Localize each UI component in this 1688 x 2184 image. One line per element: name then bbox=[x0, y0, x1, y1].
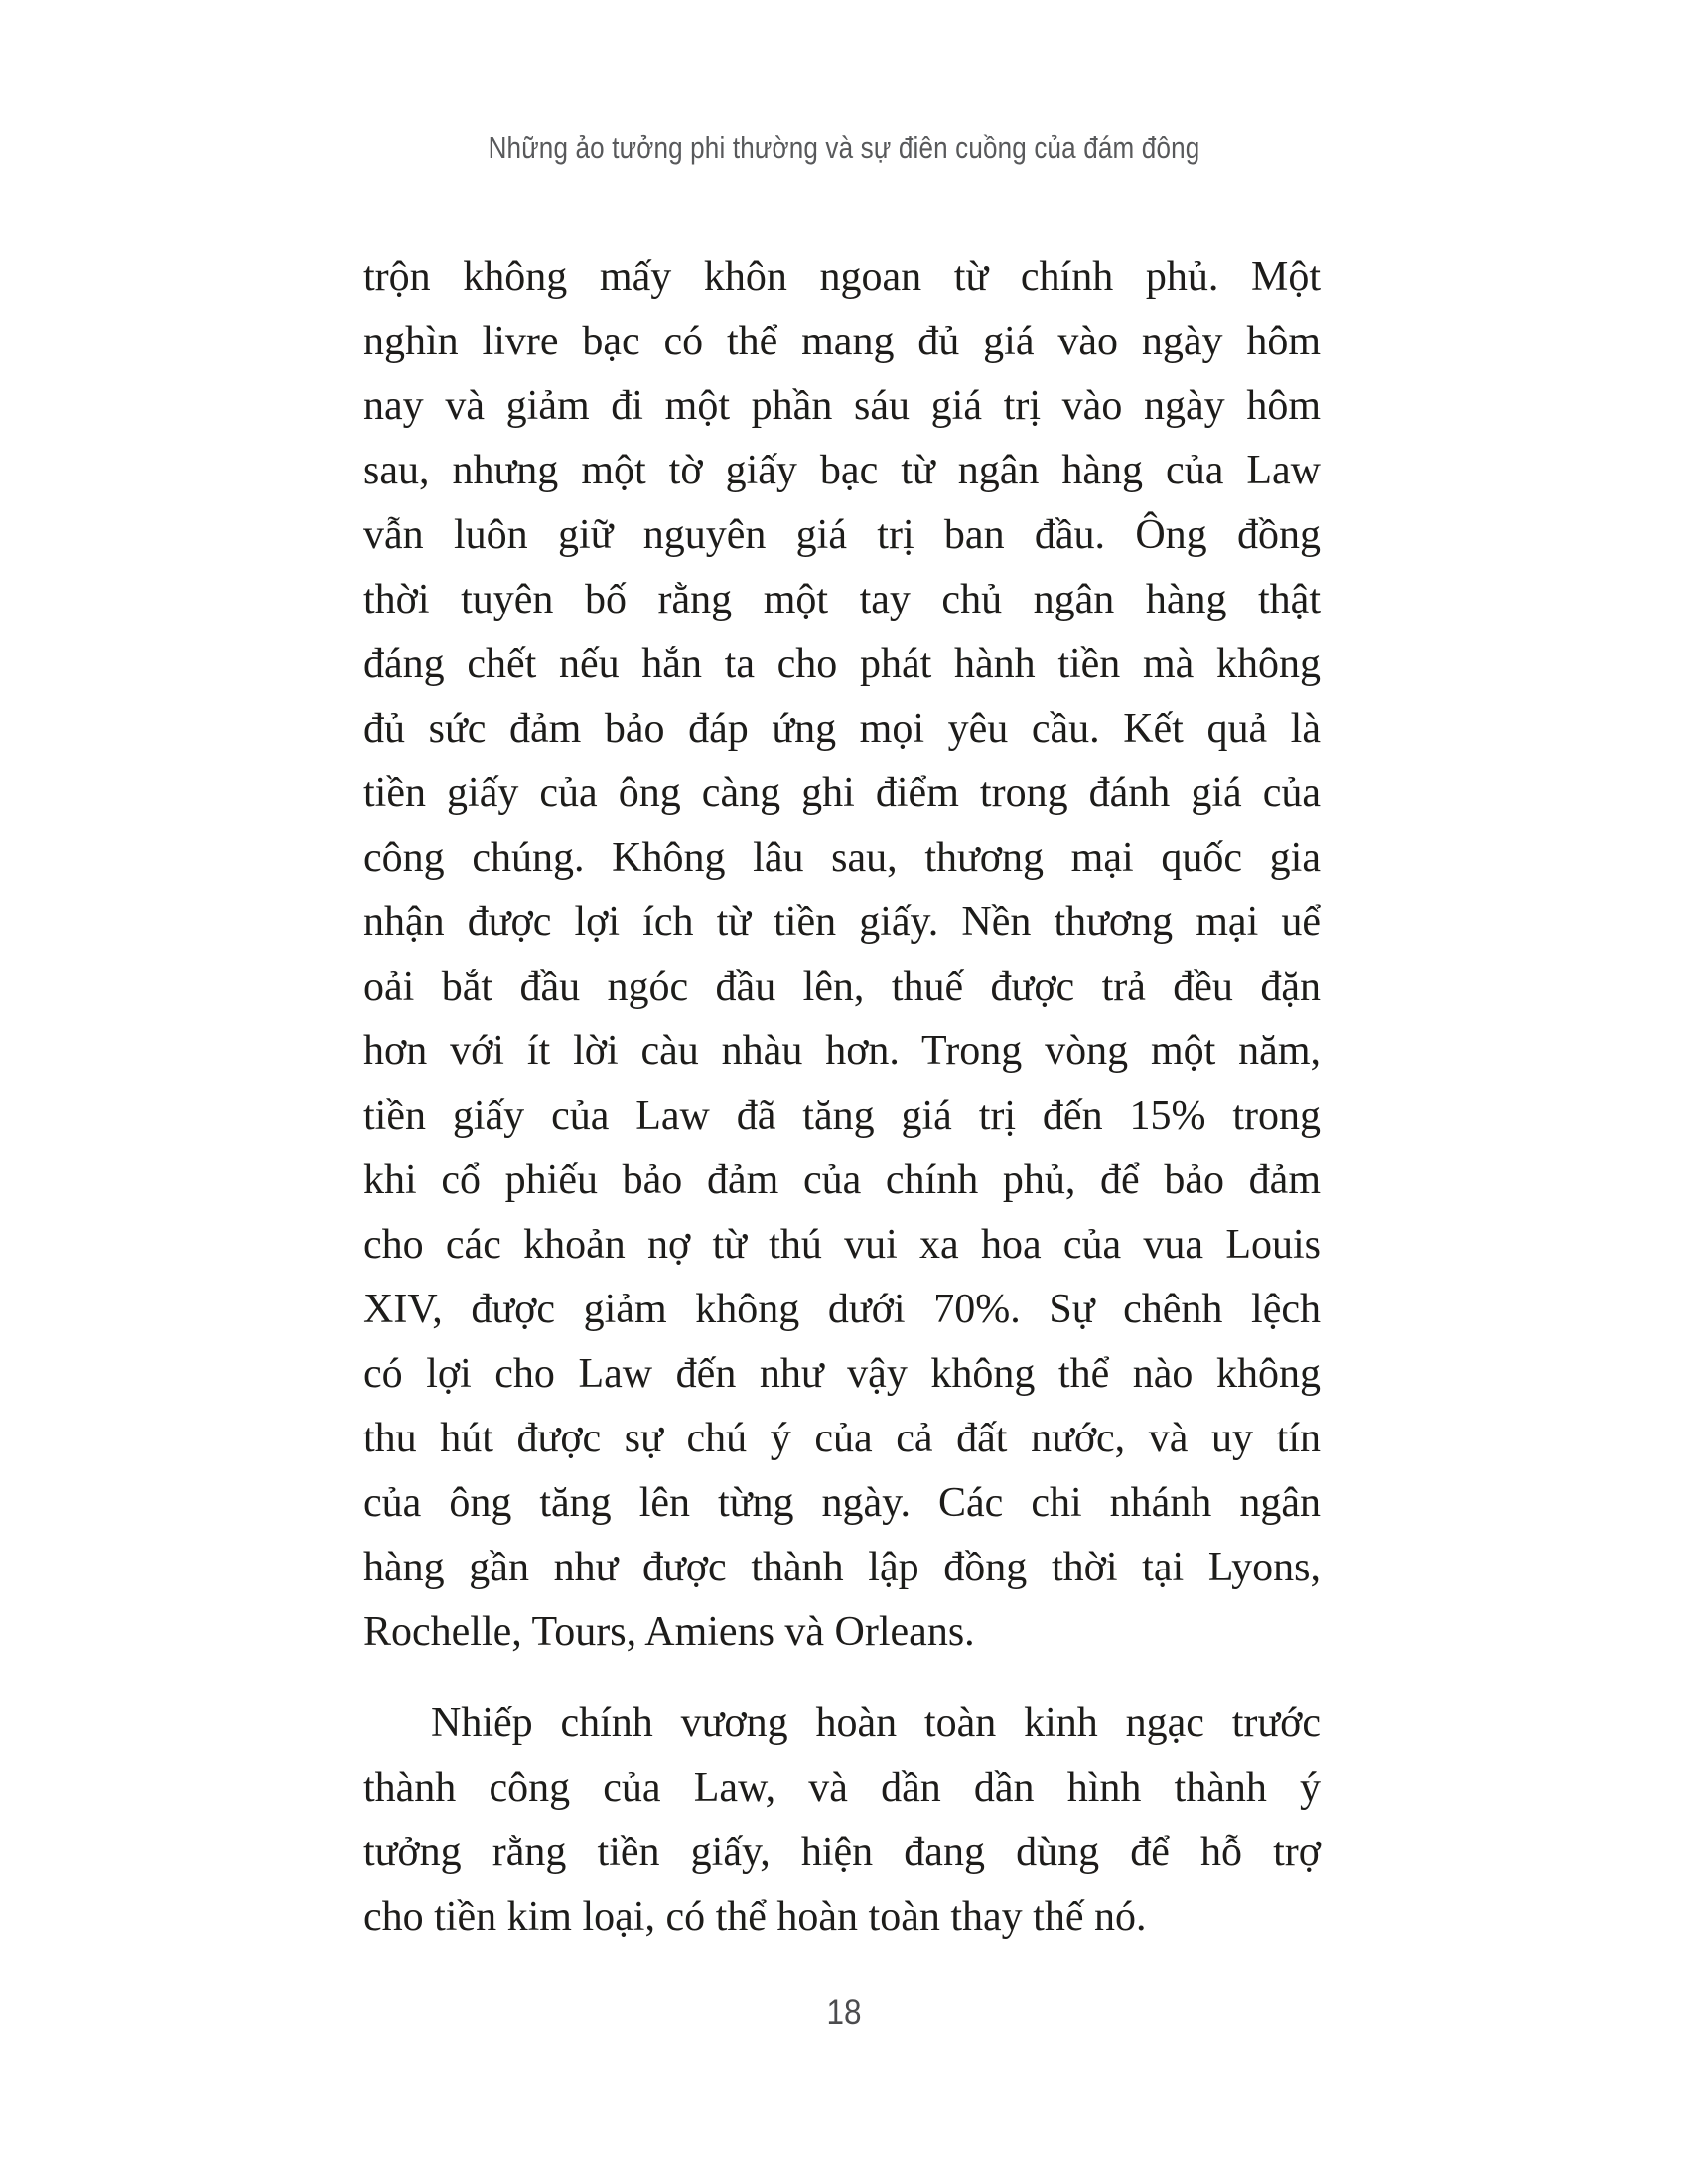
text-line: đủ sức đảm bảo đáp ứng mọi yêu cầu. Kết quả là bbox=[363, 706, 1321, 751]
text-line: đáng chết nếu hắn ta cho phát hành tiền mà không bbox=[363, 641, 1321, 687]
text-line: sau, nhưng một tờ giấy bạc từ ngân hàng của Law bbox=[363, 448, 1321, 493]
text-line: Rochelle, Tours, Amiens và Orleans. bbox=[363, 1609, 975, 1655]
text-line: hàng gần như được thành lập đồng thời tại Lyons, bbox=[363, 1545, 1321, 1590]
text-line: tiền giấy của ông càng ghi điểm trong đánh giá của bbox=[363, 770, 1321, 816]
text-line: oải bắt đầu ngóc đầu lên, thuế được trả đều đặn bbox=[363, 964, 1321, 1010]
text-line: có lợi cho Law đến như vậy không thể nào không bbox=[363, 1351, 1321, 1397]
text-line: vẫn luôn giữ nguyên giá trị ban đầu. Ông đồng bbox=[363, 512, 1321, 558]
text-line: cho tiền kim loại, có thể hoàn toàn thay thế nó. bbox=[363, 1894, 1147, 1940]
text-line: XIV, được giảm không dưới 70%. Sự chênh lệch bbox=[363, 1287, 1321, 1332]
text-line: hơn với ít lời càu nhàu hơn. Trong vòng một năm, bbox=[363, 1028, 1321, 1074]
text-line: nay và giảm đi một phần sáu giá trị vào ngày hôm bbox=[363, 383, 1321, 429]
text-line: nghìn livre bạc có thể mang đủ giá vào ngày hôm bbox=[363, 319, 1321, 364]
text-line: tưởng rằng tiền giấy, hiện đang dùng để hỗ trợ bbox=[363, 1830, 1321, 1875]
page-number: 18 bbox=[826, 1993, 862, 2032]
text-line: Nhiếp chính vương hoàn toàn kinh ngạc trước bbox=[431, 1701, 1321, 1746]
text-line: cho các khoản nợ từ thú vui xa hoa của vua Louis bbox=[363, 1222, 1321, 1268]
text-line: trộn không mấy khôn ngoan từ chính phủ. Một bbox=[363, 254, 1321, 300]
body-text bbox=[363, 245, 1321, 1950]
text-line: khi cổ phiếu bảo đảm của chính phủ, để bảo đảm bbox=[363, 1158, 1321, 1203]
text-line: công chúng. Không lâu sau, thương mại quốc gia bbox=[363, 835, 1321, 881]
paragraph-1 bbox=[363, 245, 1321, 1665]
text-line: nhận được lợi ích từ tiền giấy. Nền thương mại uể bbox=[363, 899, 1321, 945]
running-header: Những ảo tưởng phi thường và sự điên cuồng của đám đông bbox=[488, 130, 1200, 165]
text-line: thu hút được sự chú ý của cả đất nước, và uy tín bbox=[363, 1416, 1321, 1461]
text-line: tiền giấy của Law đã tăng giá trị đến 15% trong bbox=[363, 1093, 1321, 1139]
text-line: thành công của Law, và dần dần hình thành ý bbox=[363, 1765, 1321, 1811]
paragraph-2 bbox=[363, 1692, 1321, 1950]
text-line: thời tuyên bố rằng một tay chủ ngân hàng thật bbox=[363, 577, 1321, 622]
text-line: của ông tăng lên từng ngày. Các chi nhánh ngân bbox=[363, 1480, 1321, 1526]
